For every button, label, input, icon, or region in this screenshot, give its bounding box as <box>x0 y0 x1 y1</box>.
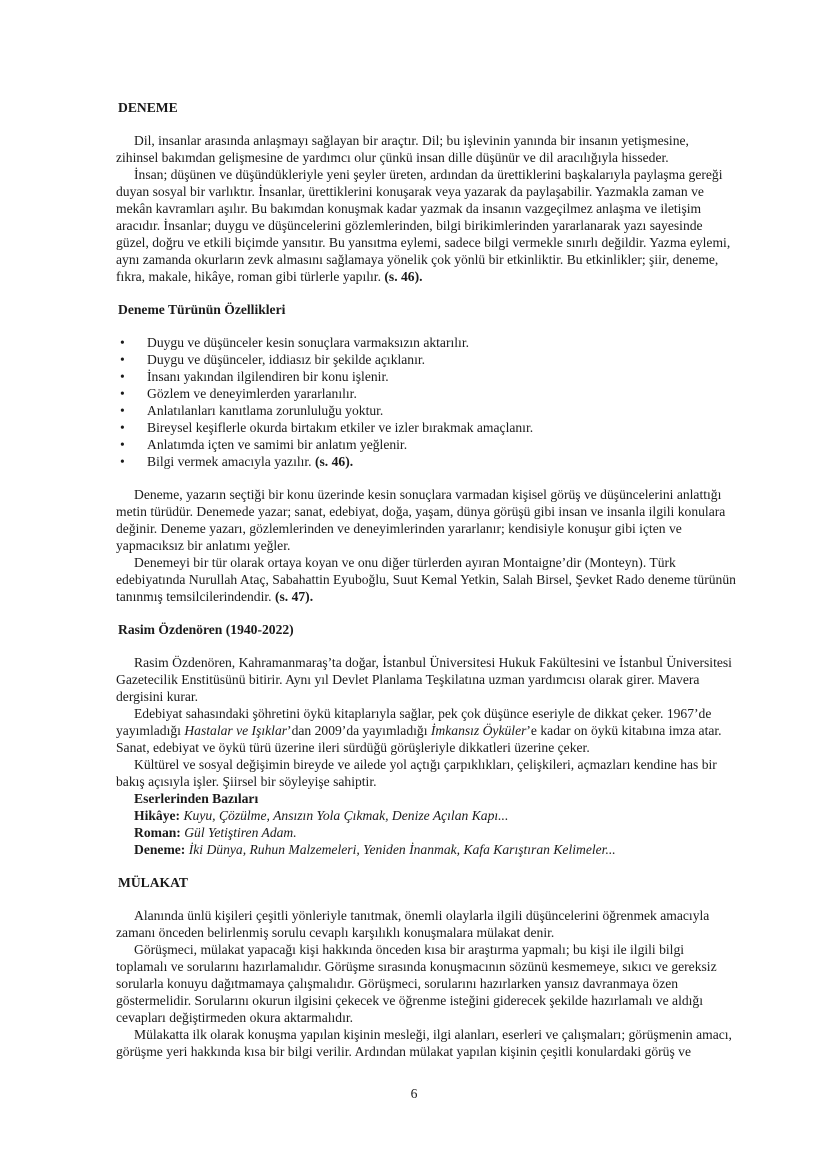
list-item-text: İnsanı yakından ilgilendiren bir konu işlenir. <box>147 369 389 384</box>
text-line: mekân kavramları aşılır. Bu bakımdan konuşmak kadar yazmak da insanın vazgeçilmez anlaşma ve iletişim <box>116 201 702 216</box>
list-item-text: Anlatılanları kanıtlama zorunluluğu yoktur. <box>147 403 384 418</box>
text-line: Görüşmeci, mülakat yapacağı kişi hakkında önceden kısa bir araştırma yapmalı; bu kişi ile ilgili bilgi <box>134 942 685 957</box>
italic-title: İki Dünya, Ruhun Malzemeleri, Yeniden İnanmak, Kafa Karıştıran Kelimeler... <box>188 842 616 857</box>
list-item-text: Gözlem ve deneyimlerden yararlanılır. <box>147 386 357 401</box>
section-heading: Deneme Türünün Özellikleri <box>118 302 286 317</box>
text-run: ’dan 2009’da yayımladığı <box>287 723 431 738</box>
text-line: dergisini kurar. <box>116 689 199 704</box>
text-line: Deneme, yazarın seçtiği bir konu üzerinde kesin sonuçlara varmadan kişisel görüş ve düşüncelerini anlattığı <box>134 487 722 502</box>
section-heading-block <box>116 301 736 318</box>
list-item-text <box>147 454 353 469</box>
text-line: toplamalı ve sorularını hazırlamalıdır. Görüşme sırasında konuşmacının sözünü kesmemeye, sıkıcı ve gereksiz <box>116 959 717 974</box>
paragraph <box>116 486 736 554</box>
paragraph <box>116 166 736 285</box>
text-line: Edebiyat sahasındaki şöhretini öykü kitaplarıyla sağlar, pek çok düşünce eseriyle de dikkat çeker. 1967’de <box>134 706 712 721</box>
body-text <box>116 486 736 605</box>
list-item <box>116 351 736 368</box>
text-line: zamanı önceden belirlenmiş sorulu cevaplı karşılıklı konuşmalara mülakat denir. <box>116 925 555 940</box>
list-item-text: Duygu ve düşünceler kesin sonuçlara varmaksızın aktarılır. <box>147 335 469 350</box>
list-item-text: Anlatımda içten ve samimi bir anlatım yeğlenir. <box>147 437 408 452</box>
paragraph <box>116 790 736 807</box>
bold-text: Deneme: <box>134 842 189 857</box>
list-item <box>116 419 736 436</box>
text-line: değinir. Deneme yazarı, gözlemlerinden ve deneyimlerinden yararlanır; kendisiyle konuşur gibi içten ve <box>116 521 682 536</box>
text-line <box>116 824 736 841</box>
feature-list <box>116 334 736 470</box>
text-line <box>116 722 736 739</box>
body-text <box>116 907 736 1060</box>
paragraph <box>116 907 736 941</box>
list-item-text: Bireysel keşiflerle okurda birtakım etkiler ve izler bırakmak amaçlanır. <box>147 420 534 435</box>
italic-title: İmkansız Öyküler <box>430 723 527 738</box>
body-text <box>116 132 736 285</box>
bullet-icon: • <box>120 386 125 401</box>
list-item <box>116 368 736 385</box>
text-line: İnsan; düşünen ve düşündükleriyle yeni şeyler üreten, ardından da ürettiklerini başkalarıyla paylaşma gereği <box>134 167 723 182</box>
text-line: zihinsel bakımdan gelişmesine de yardımcı olur çünkü insan dille düşünür ve dil aracılığıyla hisseder. <box>116 150 669 165</box>
paragraph <box>116 1026 736 1060</box>
bullet-icon: • <box>120 335 125 350</box>
text-line: Dil, insanlar arasında anlaşmayı sağlayan bir araçtır. Dil; bu işlevinin yanında bir insanın yetişmesine, <box>134 133 689 148</box>
list-item <box>116 334 736 351</box>
italic-title: Gül Yetiştiren Adam. <box>184 825 297 840</box>
text-run: fıkra, makale, hikâye, roman gibi türlerle yapılır. <box>116 269 385 284</box>
text-line: aynı zamanda okurların zevk almasını sağlamaya yönelik çok yönlü bir etkinliktir. Bu etkinlikler; şiir, deneme, <box>116 252 719 267</box>
list-item <box>116 402 736 419</box>
text-line: metin türüdür. Denemede yazar; sanat, edebiyat, doğa, yaşam, dünya görüşü gibi insan ve insanla ilgili konulara <box>116 504 726 519</box>
section-heading: Rasim Özdenören (1940-2022) <box>118 622 294 637</box>
bold-text: (s. 46). <box>384 269 423 284</box>
bold-text: (s. 47). <box>274 589 314 604</box>
text-line <box>116 588 736 605</box>
bullet-icon: • <box>120 437 125 452</box>
list-item-text: Duygu ve düşünceler, iddiasız bir şekilde açıklanır. <box>147 352 426 367</box>
paragraph <box>116 132 736 166</box>
bold-text: Roman: <box>134 825 185 840</box>
text-line: aracıdır. İnsanlar; duygu ve düşüncelerini gözlemlerinden, bilgi birikimlerinden yararlanarak yazı sayesinde <box>116 218 703 233</box>
text-line: sorularla konuyu dağıtmamaya çalışmalıdır. Görüşmeci, sorularını hazırlarken yansız davranmaya özen <box>116 976 679 991</box>
bold-text: Hikâye: <box>134 808 184 823</box>
paragraph <box>116 841 736 858</box>
text-line: güzel, doğru ve etkili biçimde yansıtır. Bu yansıtma eylemi, sadece bilgi vermekle sınırlı değildir. Yazma eylemi, <box>116 235 731 250</box>
paragraph <box>116 654 736 705</box>
text-line: görüşme yeri hakkında kısa bir bilgi verilir. Ardından mülakat yapılan kişinin çeşitli konulardaki görüş ve <box>116 1044 691 1059</box>
page-number: 6 <box>410 1086 418 1101</box>
section-heading-block <box>116 99 736 116</box>
text-line: Denemeyi bir tür olarak ortaya koyan ve onu diğer türlerden ayıran Montaigne’dir (Monteyn). Türk <box>134 555 676 570</box>
body-text <box>116 654 736 858</box>
text-run: tanınmış temsilcilerindendir. <box>116 589 275 604</box>
text-line <box>116 790 736 807</box>
section-heading-block <box>116 621 736 638</box>
text-line <box>116 841 736 858</box>
text-run: ’e kadar on öykü kitabına imza atar. <box>526 723 722 738</box>
text-line: Sanat, edebiyat ve öykü türü üzerine ileri sürdüğü görüşleriyle dikkatleri üzerine çeker. <box>116 740 590 755</box>
section-heading-block <box>116 874 736 891</box>
text-line: Gazetecilik Enstitüsünü bitirir. Aynı yıl Devlet Planlama Teşkilatına uzman yardımcısı olarak girer. Mavera <box>116 672 700 687</box>
document-page <box>116 99 736 1060</box>
list-item <box>116 436 736 453</box>
text-run: Bilgi vermek amacıyla yazılır. <box>147 454 315 469</box>
bold-text: Eserlerinden Bazıları <box>134 791 259 806</box>
list-item <box>116 453 736 470</box>
text-run: yayımladığı <box>116 723 185 738</box>
paragraph <box>116 941 736 1026</box>
text-line: edebiyatında Nurullah Ataç, Sabahattin Eyuboğlu, Suut Kemal Yetkin, Salah Birsel, Şevket Rado deneme türünün <box>116 572 736 587</box>
paragraph <box>116 824 736 841</box>
text-line: cevapları değiştirmeden okura aktarmalıdır. <box>116 1010 354 1025</box>
paragraph <box>116 756 736 790</box>
list-item <box>116 385 736 402</box>
bullet-icon: • <box>120 454 125 469</box>
text-line: Alanında ünlü kişileri çeşitli yönleriyle tanıtmak, önemli olaylarla ilgili düşüncelerini öğrenmek amacıyla <box>134 908 710 923</box>
text-line: göstermelidir. Sorularını okurun ilgisini çekecek ve öğrenme isteğini giderecek şekilde hazırlamalı ve aldığı <box>116 993 703 1008</box>
text-line <box>116 807 736 824</box>
text-line: Rasim Özdenören, Kahramanmaraş’ta doğar, İstanbul Üniversitesi Hukuk Fakültesini ve İstanbul Üniversitesi <box>134 655 732 670</box>
text-line: bakış açısıyla işler. Şiirsel bir söyleyişe sahiptir. <box>116 774 377 789</box>
section-heading: DENEME <box>118 100 178 115</box>
paragraph <box>116 554 736 605</box>
paragraph <box>116 705 736 756</box>
bullet-icon: • <box>120 420 125 435</box>
bold-text: (s. 46). <box>314 454 354 469</box>
italic-title: Kuyu, Çözülme, Ansızın Yola Çıkmak, Denize Açılan Kapı... <box>183 808 509 823</box>
text-line: duyan sosyal bir varlıktır. İnsanlar, ürettiklerini konuşarak veya yazarak da paylaşabilir. Yazmakla zaman ve <box>116 184 704 199</box>
text-line: Kültürel ve sosyal değişimin bireyde ve ailede yol açtığı çarpıklıkları, çelişkileri, açmazları kendine has bir <box>134 757 717 772</box>
paragraph <box>116 807 736 824</box>
text-line: Mülakatta ilk olarak konuşma yapılan kişinin mesleği, ilgi alanları, eserleri ve çalışmaları; görüşmenin amacı, <box>134 1027 732 1042</box>
italic-title: Hastalar ve Işıklar <box>184 723 288 738</box>
text-line: yapmacıksız bir anlatımı yeğler. <box>116 538 291 553</box>
bullet-icon: • <box>120 369 125 384</box>
bullet-icon: • <box>120 403 125 418</box>
section-heading: MÜLAKAT <box>118 875 188 890</box>
bullet-icon: • <box>120 352 125 367</box>
text-line <box>116 268 736 285</box>
